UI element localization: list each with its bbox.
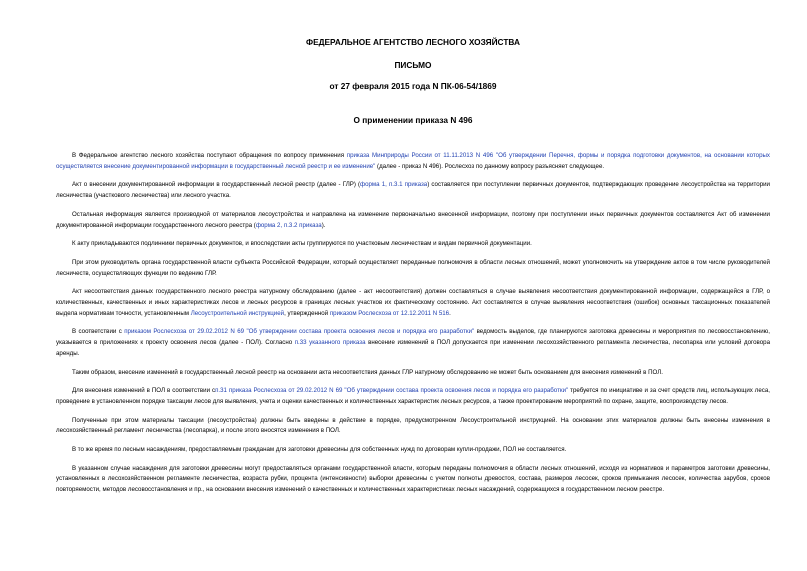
document-body <box>56 151 770 496</box>
document-link[interactable]: п.31 приказа Рослесхоза от 29.02.2012 N 69 "Об утверждении состава проекта освоения лесов и порядка его разработки" <box>215 387 569 395</box>
body-paragraph <box>56 368 770 379</box>
paragraph-text: , утвержденной <box>284 309 330 317</box>
document-link[interactable]: приказом Рослесхоза от 29.02.2012 N 69 "Об утверждении состава проекта освоения лесов и порядка его разработки" <box>124 328 475 336</box>
body-paragraph <box>56 258 770 280</box>
paragraph-text: ) составляется при поступлении первичных документов, подтверждающих проведение лесоустройства на территории лесничества (участкового лесничества) или лесного участка. <box>56 181 770 200</box>
document-link[interactable]: приказом Рослесхоза от 12.12.2011 N 516 <box>329 309 450 317</box>
body-paragraph <box>56 210 770 232</box>
paragraph-text: Акт о внесении документированной информации в государственный лесной реестр (далее - ГЛР) ( <box>72 181 361 189</box>
paragraph-text: (далее - приказ N 496). Рослесхоз по данному вопросу разъясняет следующее. <box>375 162 605 170</box>
agency-name: ФЕДЕРАЛЬНОЕ АГЕНТСТВО ЛЕСНОГО ХОЗЯЙСТВА <box>306 37 520 47</box>
document-link[interactable]: Лесоустроительной инструкцией <box>190 309 285 317</box>
paragraph-text: Полученные при этом материалы таксации (лесоустройства) должны быть введены в действие в порядке, предусмотренном Лесоустроительной инструкцией. На основании этих материалов должны быть внесены изменения в лесохозяйственный регламент лесничества (лесопарка), и после этого вносятся изменения в ПОЛ. <box>56 416 770 435</box>
paragraph-text: ведомость выделов, где планируются заготовка древесины и мероприятия по лесовосстановлению, указывается в приложениях к проекту освоения лесов (далее - ПОЛ). Согласно <box>56 328 770 347</box>
paragraph-text: . <box>449 309 451 317</box>
paragraph-text: В соответствии с <box>72 328 125 336</box>
body-paragraph <box>56 327 770 359</box>
document-link[interactable]: форма 1, п.3.1 приказа <box>360 181 428 189</box>
body-paragraph <box>56 151 770 173</box>
paragraph-text: Акт несоответствия данных государственного лесного реестра натурному обследованию (далее - акт несоответствия) должен составляться в случае выявления несоответствия документированной информации, содержащейся в ГЛР, о количественных, качественных и иных характеристиках лесов и лесных ресурсов в границах лесных участков их фактическому состоянию. Акт составляется в случае выявления несоответствия (ошибок) основных таксационных показателей выдела нормативам точности, установленным <box>56 288 770 317</box>
document-link[interactable]: форма 2, п.3.2 приказа <box>255 221 322 229</box>
paragraph-text: В то же время по лесным насаждениям, предоставляемым гражданам для заготовки древесины для собственных нужд по договорам купли-продажи, ПОЛ не составляется. <box>72 445 567 453</box>
paragraph-text: ). <box>321 221 326 229</box>
paragraph-text: К акту прикладываются подлинники первичных документов, и впоследствии акты группируются по участковым лесничествам и видам первичной документации. <box>72 240 532 248</box>
document-subject: О применении приказа N 496 <box>353 115 473 125</box>
document-date-number: от 27 февраля 2015 года N ПК-06-54/1869 <box>329 81 497 91</box>
paragraph-text: В указанном случае насаждения для заготовки древесины могут предоставляться органами государственной власти, которым переданы полномочия в области лесных отношений, исходя из нормативов и параметров заготовки древесины, установленных в лесохозяйственном регламенте лесничества, возраста рубки, процента (интенсивности) выборки древесины с учетом полноты древостоя, состава, размеров лесосек, сроков примыкания лесосек, количества зарубов, сроков повторяемости, методов лесовосстановления и пр., на основании внесения изменений о качественных и количественных характеристиках лесных насаждений, содержащихся в государственном лесном реестре. <box>56 464 770 494</box>
document-page <box>56 0 770 504</box>
body-paragraph <box>56 239 770 250</box>
paragraph-text: В Федеральное агентство лесного хозяйства поступают обращения по вопросу применения <box>72 152 347 159</box>
body-paragraph <box>56 180 770 202</box>
document-type: ПИСЬМО <box>394 60 432 70</box>
body-paragraph <box>56 445 770 456</box>
document-link[interactable]: приказа Минприроды России от 11.11.2013 N 496 "Об утверждении Перечня, формы и порядка подготовки документов, на основании которых осуществляется внесение документированной информации в государственный лесной реестр и ее изменение" <box>56 152 770 170</box>
paragraph-text: При этом руководитель органа государственной власти субъекта Российской Федерации, который осуществляет переданные полномочия в области лесных отношений, может уполномочить на утверждение актов в том числе руководителей лесничеств, осуществляющих функции по ведению ГЛР. <box>56 258 770 277</box>
paragraph-text: требуется по инициативе и за счет средств лиц, использующих леса, проведение в установленном порядке таксации лесов для выявления, учета и оценки качественных и количественных характеристик лесных ресурсов, а также проектирование мероприятий по охране, защите, воспроизводству лесов. <box>56 387 770 405</box>
document-link[interactable]: п.33 указанного приказа <box>294 339 366 347</box>
body-paragraph <box>56 287 770 319</box>
paragraph-text: Остальная информация является производной от материалов лесоустройства и направлена на изменение первоначально внесенной информации, поэтому при поступлении иных первичных документов составляется Акт об изменении документированной информации государственного лесного реестра ( <box>56 210 770 229</box>
body-paragraph <box>56 464 770 496</box>
paragraph-text: Таким образом, внесение изменений в государственный лесной реестр на основании акта несоответствия данных ГЛР натурному обследованию не может быть основанием для внесения изменений в ПОЛ. <box>72 368 663 376</box>
body-paragraph <box>56 416 770 438</box>
paragraph-text: внесение изменений в ПОЛ допускается при изменении лесохозяйственного регламента лесничества, лесопарка или условий договора аренды. <box>56 339 770 357</box>
body-paragraph <box>56 386 770 408</box>
paragraph-text: Для внесения изменений в ПОЛ в соответствии с <box>72 387 216 395</box>
